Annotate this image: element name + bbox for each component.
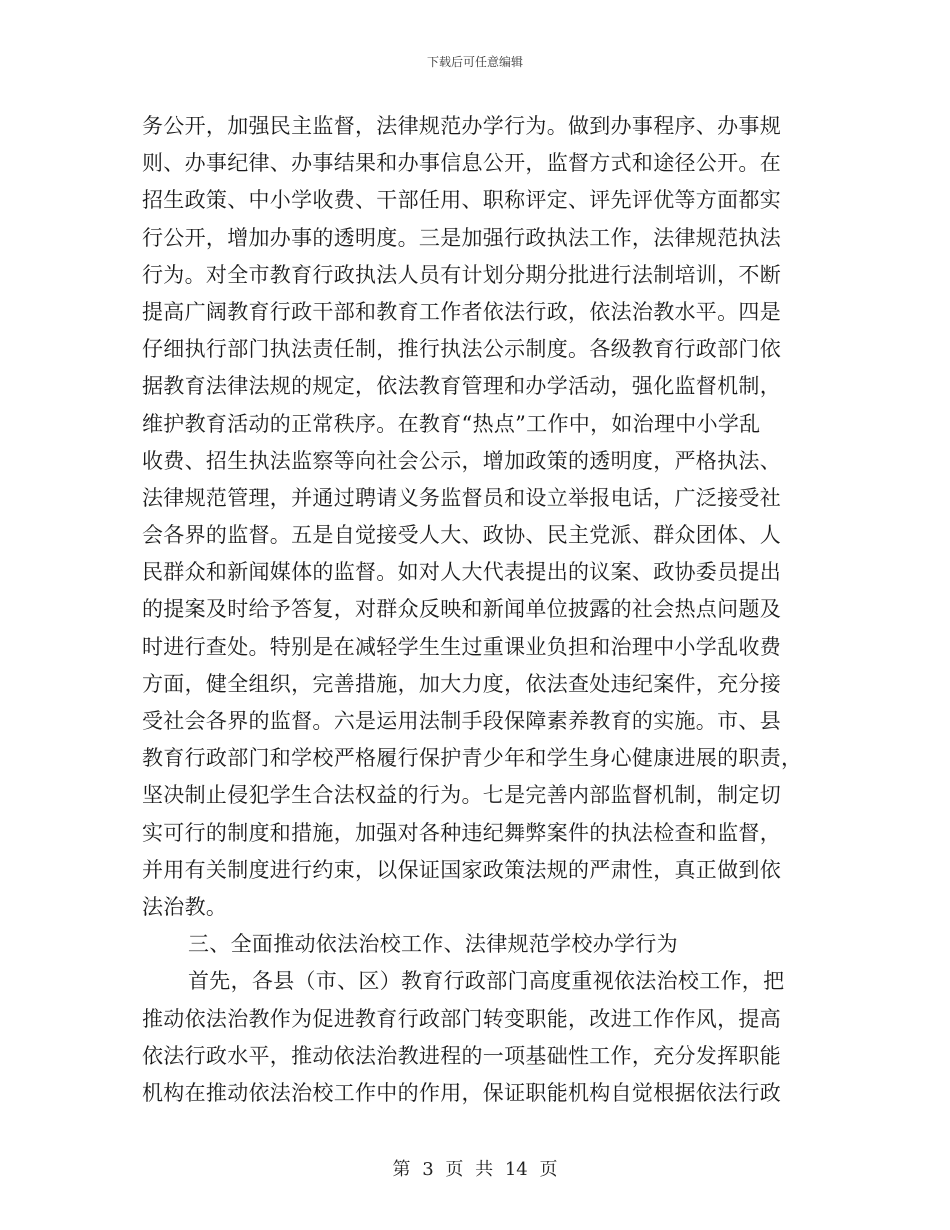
text-line: 机构在推动依法治校工作中的作用，保证职能机构自觉根据依法行政	[142, 1080, 781, 1105]
section-heading: 三、全面推动依法治校工作、法律规范学校办学行为	[188, 932, 678, 957]
text-line: 并用有关制度进行约束，以保证国家政策法规的严肃性，真正做到依	[142, 857, 781, 882]
text-line: 推动依法治教作为促进教育行政部门转变职能，改进工作作风，提高	[142, 1006, 781, 1031]
text-line: 招生政策、中小学收费、干部任用、职称评定、评先评优等方面都实	[142, 188, 781, 213]
paragraph-start-line: 首先，各县（市、区）教育行政部门高度重视依法治校工作，把	[188, 969, 785, 994]
text-line: 方面，健全组织，完善措施，加大力度，依法查处违纪案件，充分接	[142, 671, 781, 696]
text-line: 会各界的监督。五是自觉接受人大、政协、民主党派、群众团体、人	[142, 523, 781, 548]
text-line: 务公开，加强民主监督，法律规范办学行为。做到办事程序、办事规	[142, 114, 781, 138]
text-line: 行为。对全市教育行政执法人员有计划分期分批进行法制培训，不断	[142, 262, 781, 287]
body-text	[142, 108, 802, 1112]
text-line: 据教育法律法规的规定，依法教育管理和办学活动，强化监督机制，	[142, 374, 781, 399]
text-line: 维护教育活动的正常秩序。在教育“热点”工作中，如治理中小学乱	[142, 411, 761, 436]
text-line: 民群众和新闻媒体的监督。如对人大代表提出的议案、政协委员提出	[142, 560, 781, 585]
text-line: 坚决制止侵犯学生合法权益的行为。七是完善内部监督机制，制定切	[142, 783, 781, 808]
text-line: 则、办事纪律、办事结果和办事信息公开，监督方式和途径公开。在	[142, 151, 781, 176]
page-number-footer: 第 3 页 共 14 页	[392, 1159, 558, 1180]
text-line: 教育行政部门和学校严格履行保护青少年和学生身心健康进展的职责，	[142, 746, 803, 771]
text-line: 提高广阔教育行政干部和教育工作者依法行政，依法治教水平。四是	[142, 299, 781, 324]
text-line: 仔细执行部门执法责任制，推行执法公示制度。各级教育行政部门依	[142, 337, 781, 362]
text-line: 受社会各界的监督。六是运用法制手段保障素养教育的实施。市、县	[142, 709, 781, 733]
text-line: 收费、招生执法监察等向社会公示，增加政策的透明度，严格执法、	[142, 448, 781, 473]
text-line: 法律规范管理，并通过聘请义务监督员和设立举报电话，广泛接受社	[142, 485, 781, 510]
text-line: 实可行的制度和措施，加强对各种违纪舞弊案件的执法检查和监督，	[142, 820, 781, 845]
text-line: 行公开，增加办事的透明度。三是加强行政执法工作，法律规范执法	[142, 225, 781, 250]
text-line: 依法行政水平，推动依法治教进程的一项基础性工作，充分发挥职能	[142, 1043, 781, 1068]
text-line: 的提案及时给予答复，对群众反映和新闻单位披露的社会热点问题及	[142, 597, 781, 622]
text-line: 法治教。	[142, 894, 228, 919]
header-note: 下载后可任意编辑	[426, 55, 523, 69]
text-line: 时进行查处。特别是在减轻学生生过重课业负担和治理中小学乱收费	[142, 634, 781, 659]
